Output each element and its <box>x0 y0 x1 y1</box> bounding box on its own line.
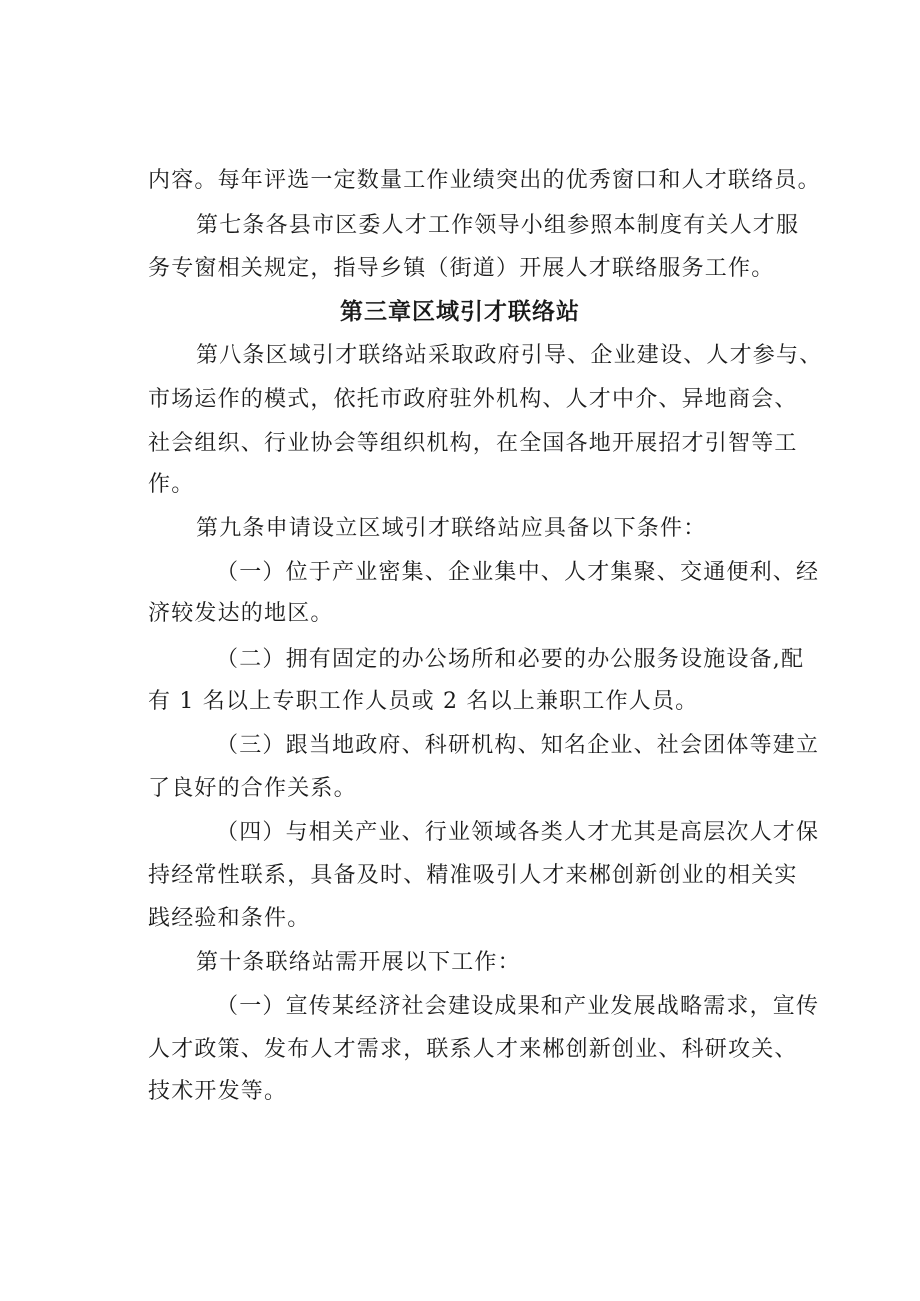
text-line: 技术开发等。 <box>148 1079 288 1104</box>
article-8-line: 第八条区域引才联络站采取政府引导、企业建设、人才参与、 <box>196 343 823 368</box>
list-item-line: （一）位于产业密集、企业集中、人才集聚、交通便利、经 <box>216 560 820 585</box>
text-line: 人才政策、发布人才需求，联系人才来郴创新创业、科研攻关、 <box>148 1037 798 1062</box>
text-line: 有 1 名以上专职工作人员或 2 名以上兼职工作人员。 <box>148 689 699 714</box>
list-item-line: （四）与相关产业、行业领域各类人才尤其是高层次人才保 <box>216 820 820 845</box>
text-line: 社会组织、行业协会等组织机构，在全国各地开展招才引智等工 <box>148 431 798 456</box>
text-line: 践经验和条件。 <box>148 906 311 931</box>
article-10-line: 第十条联络站需开展以下工作： <box>196 950 521 975</box>
text-line: 内容。每年评选一定数量工作业绩突出的优秀窗口和人才联络员。 <box>148 168 821 193</box>
text-line: 持经常性联系，具备及时、精准吸引人才来郴创新创业的相关实 <box>148 863 798 888</box>
text-line: 了良好的合作关系。 <box>148 776 357 801</box>
article-9-line: 第九条申请设立区域引才联络站应具备以下条件： <box>196 516 707 541</box>
chapter-heading: 第三章区域引才联络站 <box>340 299 580 325</box>
text-line: 务专窗相关规定，指导乡镇（街道）开展人才联络服务工作。 <box>148 256 775 281</box>
text-line: 济较发达的地区。 <box>148 601 334 626</box>
text-line: 市场运作的模式，依托市政府驻外机构、人才中介、异地商会、 <box>148 387 798 412</box>
article-7-line: 第七条各县市区委人才工作领导小组参照本制度有关人才服 <box>196 213 800 238</box>
text-line: 作。 <box>148 472 195 497</box>
list-item-line: （三）跟当地政府、科研机构、知名企业、社会团体等建立 <box>216 733 820 758</box>
list-item-line: （一）宣传某经济社会建设成果和产业发展战略需求，宣传 <box>216 994 820 1019</box>
list-item-line: （二）拥有固定的办公场所和必要的办公服务设施设备,配 <box>216 647 805 672</box>
